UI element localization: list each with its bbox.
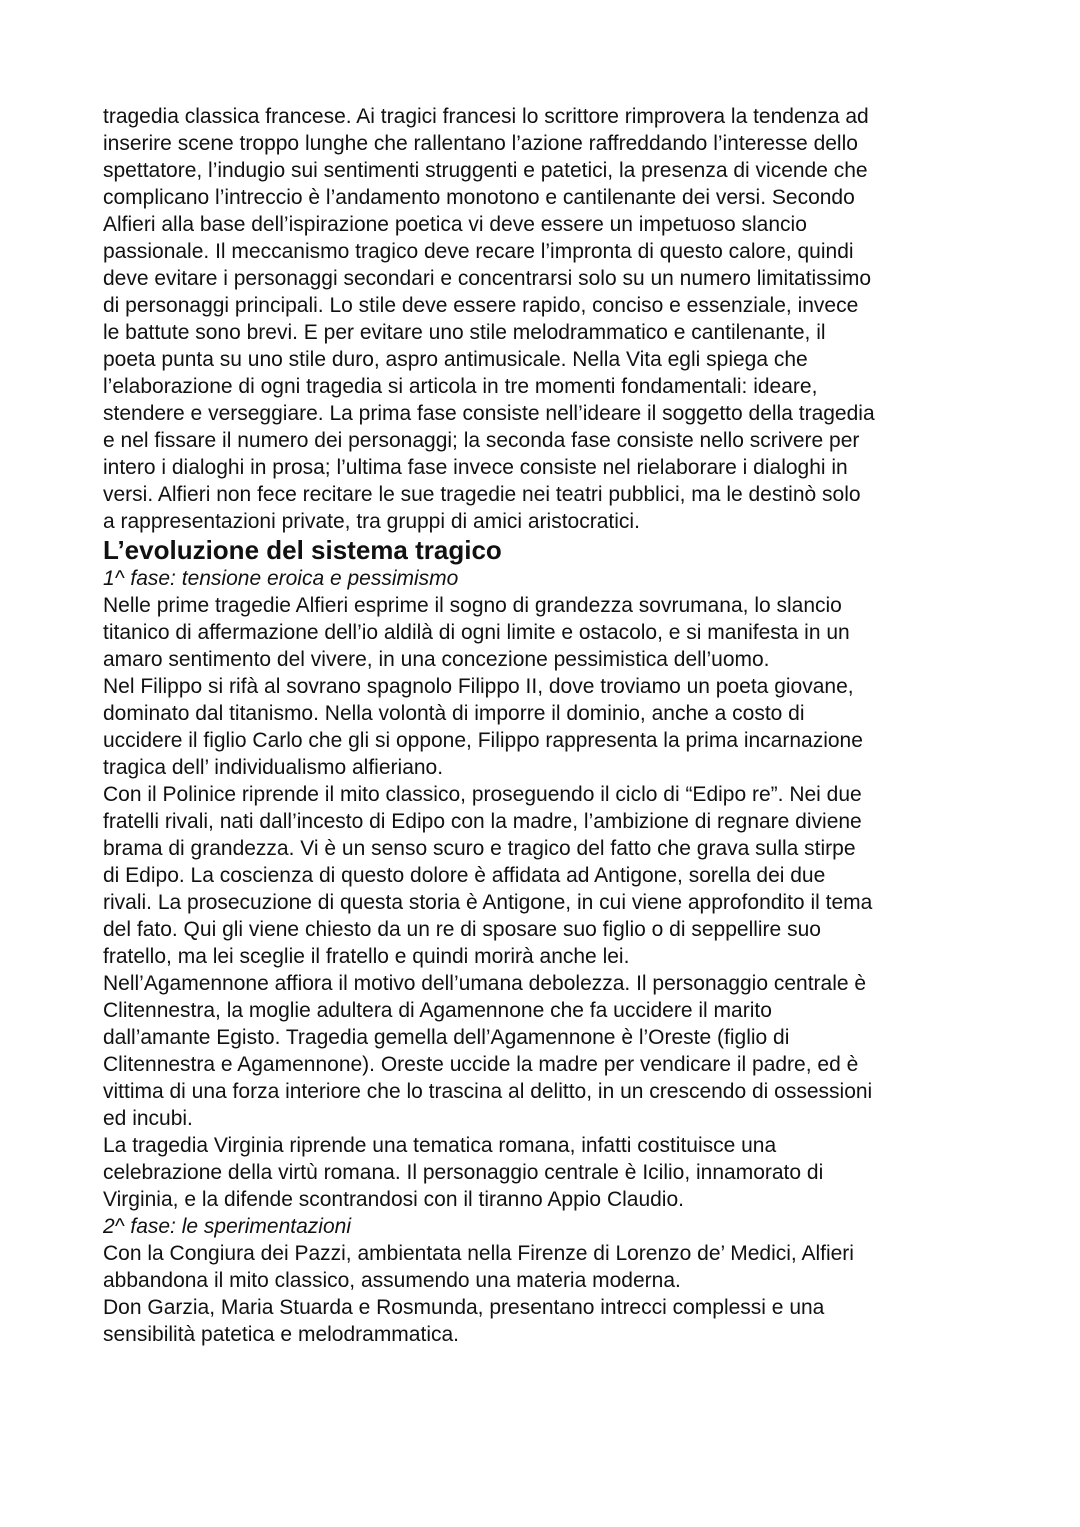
text-line: inserire scene troppo lunghe che rallentano l’azione raffreddando l’interesse dello — [103, 132, 858, 155]
text-line: deve evitare i personaggi secondari e concentrarsi solo su un numero limitatissimo — [103, 267, 872, 290]
text-line: dominato dal titanismo. Nella volontà di imporre il dominio, anche a costo di — [103, 702, 805, 725]
text-line: celebrazione della virtù romana. Il personaggio centrale è Icilio, innamorato di — [103, 1161, 824, 1184]
text-line: le battute sono brevi. E per evitare uno stile melodrammatico e cantilenante, il — [103, 321, 826, 344]
text-line: amaro sentimento del vivere, in una concezione pessimistica dell’uomo. — [103, 648, 770, 671]
text-line: Nelle prime tragedie Alfieri esprime il sogno di grandezza sovrumana, lo slancio — [103, 594, 842, 617]
text-line: Clitennestra, la moglie adultera di Agamennone che fa uccidere il marito — [103, 999, 772, 1022]
text-line: vittima di una forza interiore che lo trascina al delitto, in un crescendo di ossessioni — [103, 1080, 873, 1103]
text-line: tragedia classica francese. Ai tragici francesi lo scrittore rimprovera la tendenza ad — [103, 105, 869, 128]
text-line: intero i dialoghi in prosa; l’ultima fase invece consiste nel rielaborare i dialoghi in — [103, 456, 848, 479]
text-line: versi. Alfieri non fece recitare le sue tragedie nei teatri pubblici, ma le destinò solo — [103, 483, 861, 506]
text-line: tragica dell’ individualismo alfieriano. — [103, 756, 444, 779]
text-line: Clitennestra e Agamennone). Oreste uccide la madre per vendicare il padre, ed è — [103, 1053, 859, 1076]
text-line: Nel Filippo si rifà al sovrano spagnolo Filippo II, dove troviamo un poeta giovane, — [103, 675, 854, 698]
text-line: fratelli rivali, nati dall’incesto di Edipo con la madre, l’ambizione di regnare diviene — [103, 810, 862, 833]
text-line: Nell’Agamennone affiora il motivo dell’umana debolezza. Il personaggio centrale è — [103, 972, 867, 995]
intro-paragraph — [103, 103, 983, 535]
text-line: La tragedia Virginia riprende una tematica romana, infatti costituisce una — [103, 1134, 777, 1157]
text-line: Con il Polinice riprende il mito classico, proseguendo il ciclo di “Edipo re”. Nei due — [103, 783, 862, 806]
text-line: fratello, ma lei sceglie il fratello e quindi morirà anche lei. — [103, 945, 630, 968]
phase1-subtitle: 1^ fase: tensione eroica e pessimismo — [103, 567, 459, 590]
text-line: stendere e verseggiare. La prima fase consiste nell’ideare il soggetto della tragedia — [103, 402, 875, 425]
text-line: brama di grandezza. Vi è un senso scuro e tragico del fatto che grava sulla stirpe — [103, 837, 856, 860]
text-line: Virginia, e la difende scontrandosi con il tiranno Appio Claudio. — [103, 1188, 684, 1211]
document-page — [103, 103, 983, 1348]
text-line: dall’amante Egisto. Tragedia gemella dell’Agamennone è l’Oreste (figlio di — [103, 1026, 790, 1049]
text-line: a rappresentazioni private, tra gruppi di amici aristocratici. — [103, 510, 640, 533]
section-heading: L’evoluzione del sistema tragico — [103, 535, 502, 565]
text-line: del fato. Qui gli viene chiesto da un re di sposare suo figlio o di seppellire suo — [103, 918, 821, 941]
text-line: di personaggi principali. Lo stile deve essere rapido, conciso e essenziale, invece — [103, 294, 859, 317]
text-line: spettatore, l’indugio sui sentimenti struggenti e patetici, la presenza di vicende che — [103, 159, 868, 182]
text-line: rivali. La prosecuzione di questa storia è Antigone, in cui viene approfondito il tema — [103, 891, 873, 914]
phase1-section — [103, 565, 983, 1213]
phase2-subtitle: 2^ fase: le sperimentazioni — [103, 1215, 351, 1238]
text-line: abbandona il mito classico, assumendo una materia moderna. — [103, 1269, 681, 1292]
text-line: e nel fissare il numero dei personaggi; la seconda fase consiste nello scrivere per — [103, 429, 860, 452]
text-line: ed incubi. — [103, 1107, 193, 1130]
text-line: poeta punta su uno stile duro, aspro antimusicale. Nella Vita egli spiega che — [103, 348, 808, 371]
text-line: sensibilità patetica e melodrammatica. — [103, 1323, 459, 1346]
text-line: titanico di affermazione dell’io aldilà di ogni limite e ostacolo, e si manifesta in un — [103, 621, 850, 644]
text-line: di Edipo. La coscienza di questo dolore è affidata ad Antigone, sorella dei due — [103, 864, 826, 887]
text-line: l’elaborazione di ogni tragedia si articola in tre momenti fondamentali: ideare, — [103, 375, 818, 398]
text-line: Alfieri alla base dell’ispirazione poetica vi deve essere un impetuoso slancio — [103, 213, 807, 236]
text-line: uccidere il figlio Carlo che gli si oppone, Filippo rappresenta la prima incarnazione — [103, 729, 863, 752]
text-line: Con la Congiura dei Pazzi, ambientata nella Firenze di Lorenzo de’ Medici, Alfieri — [103, 1242, 854, 1265]
phase2-section — [103, 1213, 983, 1348]
text-line: complicano l’intreccio è l’andamento monotono e cantilenante dei versi. Secondo — [103, 186, 855, 209]
text-line: passionale. Il meccanismo tragico deve recare l’impronta di questo calore, quindi — [103, 240, 854, 263]
text-line: Don Garzia, Maria Stuarda e Rosmunda, presentano intrecci complessi e una — [103, 1296, 825, 1319]
